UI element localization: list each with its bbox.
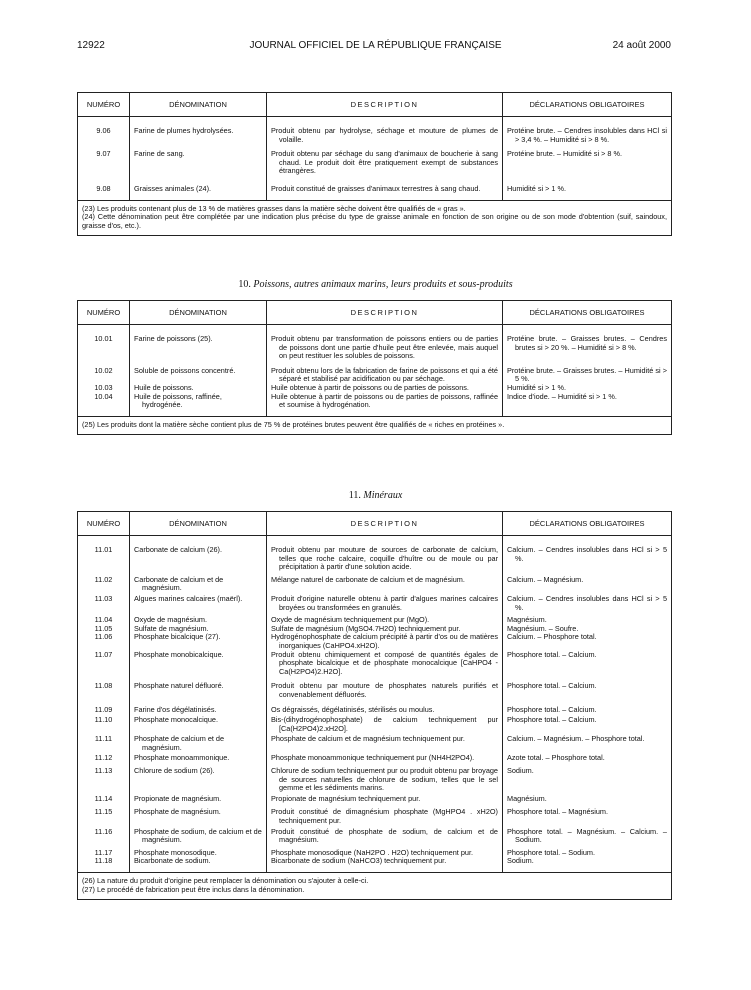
row-declarations: Magnésium. <box>503 612 672 625</box>
row-declarations: Calcium. – Phosphore total. <box>503 633 672 650</box>
table-section-11 <box>77 511 672 900</box>
row-description: Mélange naturel de carbonate de calcium et de magnésium. <box>267 572 503 593</box>
row-declarations: Protéine brute. – Graisses brutes. – Humidité si > 5 %. <box>503 361 672 384</box>
section-name: Minéraux <box>363 490 403 501</box>
table-row <box>78 176 672 194</box>
row-number: 10.03 <box>78 384 130 393</box>
row-description: Produit d'origine naturelle obtenu à partir d'algues marines calcaires broyées ou transformées en granulés. <box>267 593 503 612</box>
table-row <box>78 700 672 715</box>
row-number: 9.07 <box>78 144 130 176</box>
row-description: Produit constitué de graisses d'animaux terrestres à sang chaud. <box>267 176 503 194</box>
column-header-denomination: DÉNOMINATION <box>130 93 267 117</box>
table-row <box>78 857 672 866</box>
row-number: 11.02 <box>78 572 130 593</box>
table-row <box>78 763 672 793</box>
column-header-denomination: DÉNOMINATION <box>130 512 267 536</box>
row-denomination: Phosphate naturel défluoré. <box>130 676 267 699</box>
table-row <box>78 633 672 650</box>
row-declarations: Calcium. – Magnésium. – Phosphore total. <box>503 733 672 752</box>
row-number: 9.06 <box>78 127 130 144</box>
row-description: Produit obtenu par transformation de poissons entiers ou de parties de poissons dont une partie d'huile peut être enlevée, mais auquel on peut restituer les solubles de poissons. <box>267 335 503 361</box>
row-number: 11.01 <box>78 546 130 572</box>
row-declarations: Humidité si > 1 %. <box>503 384 672 393</box>
table-section-9 <box>77 92 672 236</box>
row-number: 11.16 <box>78 826 130 845</box>
row-denomination: Phosphate monoammonique. <box>130 752 267 763</box>
column-header-numero: NUMÉRO <box>78 512 130 536</box>
row-description: Produit obtenu par mouture de sources de carbonate de calcium, telles que roche calcaire, coquille d'huître ou de moule ou par précipitation à partir d'une solution acide. <box>267 546 503 572</box>
table-row <box>78 826 672 845</box>
row-denomination: Graisses animales (24). <box>130 176 267 194</box>
table-row <box>78 127 672 144</box>
section-title-11 <box>0 490 751 501</box>
section-number: 11. <box>348 490 361 501</box>
table-row <box>78 793 672 804</box>
row-declarations: Indice d'iode. – Humidité si > 1 %. <box>503 393 672 410</box>
row-number: 11.13 <box>78 763 130 793</box>
row-description: Produit constitué de dimagnésium phosphate (MgHPO4 . xH2O) techniquement pur. <box>267 803 503 825</box>
row-number: 11.08 <box>78 676 130 699</box>
row-declarations: Calcium. – Cendres insolubles dans HCl si > 5 %. <box>503 593 672 612</box>
row-description: Phosphate de calcium et de magnésium techniquement pur. <box>267 733 503 752</box>
footnotes-row <box>78 200 672 236</box>
row-denomination: Farine de poissons (25). <box>130 335 267 361</box>
footnotes-row <box>78 416 672 435</box>
row-description: Os dégraissés, dégélatinisés, stérilisés ou moulus. <box>267 700 503 715</box>
column-header-declarations: DÉCLARATIONS OBLIGATOIRES <box>503 512 672 536</box>
row-denomination: Phosphate monocalcique. <box>130 714 267 733</box>
row-description: Sulfate de magnésium (MgSO4.7H2O) techniquement pur. <box>267 625 503 634</box>
row-denomination: Farine de plumes hydrolysées. <box>130 127 267 144</box>
row-number: 11.05 <box>78 625 130 634</box>
table-row <box>78 572 672 593</box>
column-header-description: DESCRIPTION <box>267 93 503 117</box>
journal-title: JOURNAL OFFICIEL DE LA RÉPUBLIQUE FRANÇAISE <box>249 40 502 51</box>
table-row <box>78 803 672 825</box>
row-declarations: Phosphore total. – Magnésium. – Calcium. – Sodium. <box>503 826 672 845</box>
page-number: 12922 <box>77 40 105 51</box>
row-denomination: Farine d'os dégélatinisés. <box>130 700 267 715</box>
row-denomination: Chlorure de sodium (26). <box>130 763 267 793</box>
footnote: (26) La nature du produit d'origine peut remplacer la dénomination ou s'ajouter à celle-ci. <box>82 876 369 885</box>
column-header-denomination: DÉNOMINATION <box>130 301 267 325</box>
row-description: Huile obtenue à partir de poissons ou de parties de poissons, raffinée et soumise à hydrogénation. <box>267 393 503 410</box>
row-number: 11.17 <box>78 845 130 858</box>
row-declarations: Sodium. <box>503 857 672 866</box>
table-row <box>78 714 672 733</box>
row-denomination: Farine de sang. <box>130 144 267 176</box>
row-declarations: Protéine brute. – Cendres insolubles dans HCl si > 3,4 %. – Humidité si > 8 %. <box>503 127 672 144</box>
row-number: 11.10 <box>78 714 130 733</box>
row-denomination: Sulfate de magnésium. <box>130 625 267 634</box>
column-header-declarations: DÉCLARATIONS OBLIGATOIRES <box>503 93 672 117</box>
section-number: 10. <box>238 279 251 290</box>
footnotes-row <box>78 873 672 900</box>
footnote: (23) Les produits contenant plus de 13 % de matières grasses dans la matière sèche doivent être qualifiés de « gras ». <box>82 203 466 213</box>
row-denomination: Huile de poissons, raffinée, hydrogénée. <box>130 393 267 410</box>
row-declarations: Phosphore total. – Calcium. <box>503 700 672 715</box>
row-description: Propionate de magnésium techniquement pur. <box>267 793 503 804</box>
footnotes <box>78 416 672 435</box>
row-description: Huile obtenue à partir de poissons ou de parties de poissons. <box>267 384 503 393</box>
footnote: (25) Les produits dont la matière sèche contient plus de 75 % de protéines brutes peuvent être qualifiés de « riches en protéines ». <box>82 419 505 429</box>
row-declarations: Humidité si > 1 %. <box>503 176 672 194</box>
row-denomination: Phosphate monobicalcique. <box>130 651 267 677</box>
row-number: 11.14 <box>78 793 130 804</box>
table-row <box>78 733 672 752</box>
row-description: Produit constitué de phosphate de sodium, de calcium et de magnésium. <box>267 826 503 845</box>
row-number: 11.09 <box>78 700 130 715</box>
footnote: (27) Le procédé de fabrication peut être inclus dans la dénomination. <box>82 884 305 894</box>
table-row <box>78 676 672 699</box>
column-header-numero: NUMÉRO <box>78 301 130 325</box>
section-title-10 <box>0 279 751 290</box>
row-description: Produit obtenu lors de la fabrication de farine de poissons et qui a été séparé et stabilisé par acidification ou par séchage. <box>267 361 503 384</box>
table-row <box>78 335 672 361</box>
table-row <box>78 593 672 612</box>
row-description: Bis-(dihydrogénophosphate) de calcium techniquement pur [Ca(H2PO4)2.xH2O]. <box>267 714 503 733</box>
row-declarations: Phosphore total. – Calcium. <box>503 651 672 677</box>
row-declarations: Phosphore total. – Sodium. <box>503 845 672 858</box>
row-number: 10.04 <box>78 393 130 410</box>
table-row <box>78 361 672 384</box>
table-row <box>78 651 672 677</box>
row-description: Phosphate monoammonique techniquement pur (NH4H2PO4). <box>267 752 503 763</box>
row-denomination: Phosphate bicalcique (27). <box>130 633 267 650</box>
row-description: Produit obtenu par séchage du sang d'animaux de boucherie à sang chaud. Le produit doit être pratiquement exempt de substances étrangères. <box>267 144 503 176</box>
row-number: 11.06 <box>78 633 130 650</box>
footnotes <box>78 873 672 900</box>
row-number: 11.18 <box>78 857 130 866</box>
table-row <box>78 144 672 176</box>
row-description: Chlorure de sodium techniquement pur ou produit obtenu par broyage de sources naturelles de chlorure de sodium, telles que le sel gemme et les sédiments marins. <box>267 763 503 793</box>
table-row <box>78 546 672 572</box>
row-description: Oxyde de magnésium techniquement pur (MgO). <box>267 612 503 625</box>
row-denomination: Phosphate de magnésium. <box>130 803 267 825</box>
row-description: Hydrogénophosphate de calcium précipité à partir d'os ou de matières inorganiques (CaHPO4.xH2O). <box>267 633 503 650</box>
row-declarations: Protéine brute. – Humidité si > 8 %. <box>503 144 672 176</box>
row-declarations: Phosphore total. – Calcium. <box>503 676 672 699</box>
row-declarations: Calcium. – Cendres insolubles dans HCl si > 5 %. <box>503 546 672 572</box>
row-denomination: Carbonate de calcium (26). <box>130 546 267 572</box>
row-declarations: Magnésium. <box>503 793 672 804</box>
row-number: 11.04 <box>78 612 130 625</box>
row-denomination: Carbonate de calcium et de magnésium. <box>130 572 267 593</box>
section-name: Poissons, autres animaux marins, leurs produits et sous-produits <box>253 279 513 290</box>
row-declarations: Phosphore total. – Magnésium. <box>503 803 672 825</box>
row-number: 10.01 <box>78 335 130 361</box>
row-declarations: Sodium. <box>503 763 672 793</box>
row-description: Bicarbonate de sodium (NaHCO3) techniquement pur. <box>267 857 503 866</box>
row-denomination: Propionate de magnésium. <box>130 793 267 804</box>
table-row <box>78 393 672 410</box>
table-row <box>78 752 672 763</box>
table-row <box>78 612 672 625</box>
row-description: Produit obtenu chimiquement et composé de quantités égales de phosphate bicalcique et de phosphate monocalcique [CaHPO4 - Ca(H2PO4)2.H2O]. <box>267 651 503 677</box>
column-header-numero: NUMÉRO <box>78 93 130 117</box>
row-denomination: Algues marines calcaires (maërl). <box>130 593 267 612</box>
column-header-description: DESCRIPTION <box>267 301 503 325</box>
row-number: 11.11 <box>78 733 130 752</box>
row-number: 11.03 <box>78 593 130 612</box>
row-number: 11.07 <box>78 651 130 677</box>
row-denomination: Phosphate de sodium, de calcium et de magnésium. <box>130 826 267 845</box>
row-denomination: Phosphate de calcium et de magnésium. <box>130 733 267 752</box>
row-description: Phosphate monosodique (NaH2PO . H2O) techniquement pur. <box>267 845 503 858</box>
row-declarations: Phosphore total. – Calcium. <box>503 714 672 733</box>
row-denomination: Huile de poissons. <box>130 384 267 393</box>
row-declarations: Calcium. – Magnésium. <box>503 572 672 593</box>
publication-date: 24 août 2000 <box>612 40 671 51</box>
footnotes <box>78 200 672 236</box>
row-declarations: Magnésium. – Soufre. <box>503 625 672 634</box>
row-description: Produit obtenu par mouture de phosphates naturels purifiés et convenablement défluorés. <box>267 676 503 699</box>
column-header-description: DESCRIPTION <box>267 512 503 536</box>
row-denomination: Phosphate monosodique. <box>130 845 267 858</box>
row-number: 10.02 <box>78 361 130 384</box>
column-header-declarations: DÉCLARATIONS OBLIGATOIRES <box>503 301 672 325</box>
row-declarations: Azote total. – Phosphore total. <box>503 752 672 763</box>
row-denomination: Soluble de poissons concentré. <box>130 361 267 384</box>
row-number: 11.12 <box>78 752 130 763</box>
row-denomination: Oxyde de magnésium. <box>130 612 267 625</box>
row-number: 9.08 <box>78 176 130 194</box>
table-section-10 <box>77 300 672 435</box>
footnote: (24) Cette dénomination peut être complétée par une indication plus précise du type de graisse animale en fonction de son origine ou de son mode d'obtention (suif, saindoux, graisse d'os, etc.). <box>82 212 667 230</box>
row-declarations: Protéine brute. – Graisses brutes. – Cendres brutes si > 20 %. – Humidité si > 8 %. <box>503 335 672 361</box>
row-denomination: Bicarbonate de sodium. <box>130 857 267 866</box>
row-description: Produit obtenu par hydrolyse, séchage et mouture de plumes de volaille. <box>267 127 503 144</box>
row-number: 11.15 <box>78 803 130 825</box>
